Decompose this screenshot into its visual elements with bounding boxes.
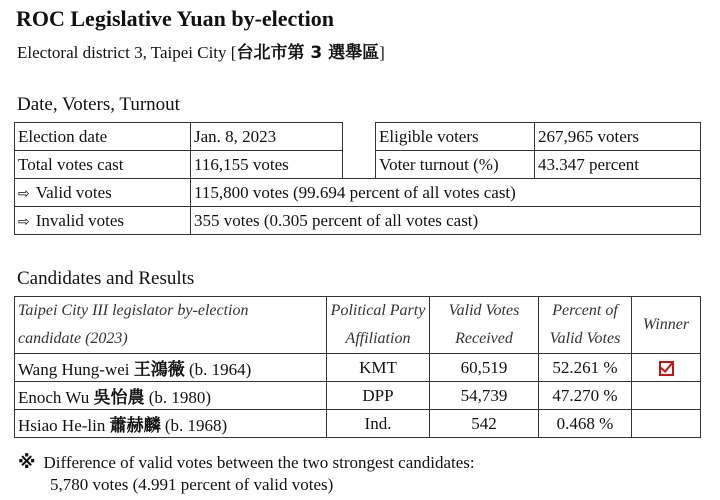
turnout-label: Voter turnout (%)	[376, 151, 535, 179]
winner-cell	[632, 354, 701, 382]
table-row	[15, 354, 701, 382]
candidate-header-line2: candidate (2023)	[18, 330, 128, 347]
party-header	[327, 297, 430, 354]
party-cell: DPP	[327, 382, 430, 410]
invalid-votes-label: Invalid votes	[35, 210, 125, 230]
winner-header: Winner	[632, 297, 701, 354]
candidate-name-chinese: 吳怡農	[93, 388, 145, 408]
votes-cell: 60,519	[430, 354, 539, 382]
total-votes-value: 116,155 votes	[191, 151, 343, 179]
page-title: ROC Legislative Yuan by-election	[16, 6, 334, 31]
results-table	[14, 296, 701, 438]
voters-table	[14, 122, 701, 235]
votes-cell: 542	[430, 410, 539, 438]
percent-header-line2: Valid Votes	[549, 330, 621, 347]
votes-cell: 54,739	[430, 382, 539, 410]
valid-votes-label-cell	[15, 179, 191, 207]
subtitle-prefix: Electoral district 3, Taipei City [	[17, 43, 237, 62]
percent-cell: 52.261 %	[539, 354, 632, 382]
subtitle-suffix: ]	[379, 43, 385, 62]
invalid-votes-value: 355 votes (0.305 percent of all votes cast)	[191, 207, 701, 235]
candidate-name-chinese: 蕭赫麟	[109, 416, 161, 436]
votes-header	[430, 297, 539, 354]
candidate-birth-year: (b. 1980)	[148, 388, 212, 407]
table-row	[15, 207, 701, 235]
percent-cell: 47.270 %	[539, 382, 632, 410]
valid-votes-label: Valid votes	[35, 182, 112, 202]
table-row	[15, 382, 701, 410]
party-header-line1: Political Party	[330, 302, 426, 319]
percent-header	[539, 297, 632, 354]
spacer-cell	[343, 151, 376, 179]
table-row	[15, 151, 701, 179]
results-header-row	[15, 297, 701, 354]
election-date-label: Election date	[15, 123, 191, 151]
candidate-cell	[15, 354, 327, 382]
reference-mark-icon: ※	[18, 452, 36, 473]
candidate-name: Hsiao He-lin	[18, 416, 106, 435]
candidate-name: Wang Hung-wei	[18, 360, 130, 379]
arrow-icon: ⇨	[18, 185, 30, 202]
candidate-name: Enoch Wu	[18, 388, 90, 407]
winner-check-icon	[659, 361, 674, 376]
party-cell: KMT	[327, 354, 430, 382]
footnote-line2: 5,780 votes (4.991 percent of valid votes)	[50, 475, 334, 494]
turnout-value: 43.347 percent	[535, 151, 701, 179]
votes-header-line2: Received	[455, 330, 513, 347]
candidate-cell	[15, 410, 327, 438]
party-header-line2: Affiliation	[345, 330, 411, 347]
winner-cell	[632, 410, 701, 438]
arrow-icon: ⇨	[18, 213, 30, 230]
candidate-header-line1: Taipei City III legislator by-election	[18, 302, 249, 319]
voters-heading: Date, Voters, Turnout	[17, 94, 180, 115]
valid-votes-value: 115,800 votes (99.694 percent of all votes cast)	[191, 179, 701, 207]
invalid-votes-label-cell	[15, 207, 191, 235]
subtitle-chinese: 台北市第 3 選舉區	[236, 43, 380, 63]
candidate-cell	[15, 382, 327, 410]
eligible-voters-value: 267,965 voters	[535, 123, 701, 151]
page-subtitle	[17, 38, 385, 63]
percent-header-line1: Percent of	[552, 302, 618, 319]
results-heading: Candidates and Results	[17, 268, 195, 289]
eligible-voters-label: Eligible voters	[376, 123, 535, 151]
footnote	[18, 452, 475, 496]
total-votes-label: Total votes cast	[15, 151, 191, 179]
election-date-value: Jan. 8, 2023	[191, 123, 343, 151]
votes-header-line1: Valid Votes	[448, 302, 520, 319]
candidate-birth-year: (b. 1964)	[188, 360, 252, 379]
percent-cell: 0.468 %	[539, 410, 632, 438]
candidate-birth-year: (b. 1968)	[164, 416, 228, 435]
party-cell: Ind.	[327, 410, 430, 438]
winner-cell	[632, 382, 701, 410]
spacer-cell	[343, 123, 376, 151]
table-row	[15, 179, 701, 207]
table-row	[15, 123, 701, 151]
candidate-header	[15, 297, 327, 354]
footnote-line1: Difference of valid votes between the two strongest candidates:	[43, 453, 475, 472]
candidate-name-chinese: 王鴻薇	[133, 360, 185, 380]
table-row	[15, 410, 701, 438]
